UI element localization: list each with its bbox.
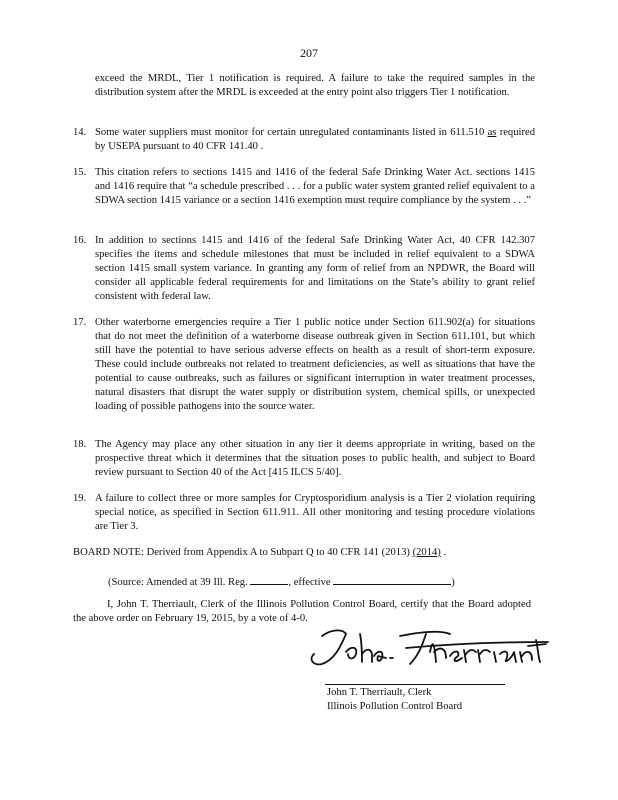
note-number: 18. — [73, 439, 87, 450]
signer-name: John T. Therriault, Clerk — [327, 687, 432, 698]
source-suffix: ) — [451, 577, 455, 588]
note-14-text-a: Some water suppliers must monitor for certain unregulated contaminants listed in 611.510 — [95, 127, 488, 138]
note-14-underlined: as — [487, 127, 497, 138]
page-number: 207 — [300, 46, 318, 60]
note-number: 14. — [73, 127, 87, 138]
note-14-text-b: required by USEPA pursuant to 40 CFR 141.40 . — [95, 127, 535, 152]
note-14 — [95, 126, 535, 154]
note-number: 19. — [73, 493, 87, 504]
note-number: 17. — [73, 317, 87, 328]
note-16: In addition to sections 1415 and 1416 of the federal Safe Drinking Water Act, 40 CFR 142.307 specifies the items and schedule milestones that must be included in relief equivalent to a SDWA section 1415 small system variance. In granting any form of relief from an NPDWR, the Board will consider all applicable federal requirements for and limitations on the State’s ability to grant relief consistent with federal law. — [95, 235, 535, 302]
intro-note: exceed the MRDL, Tier 1 notification is required. A failure to take the required samples in the distribution system after the MRDL is exceeded at the entry point also triggers Tier 1 notification. — [95, 73, 535, 98]
board-note-text-b: . — [440, 547, 447, 558]
effective-date-blank — [333, 573, 451, 585]
note-18: The Agency may place any other situation in any tier it deems appropriate in writing, based on the prospective threat which it determines that the situation poses to public health, and subject to Board review pursuant to Section 40 of the Act [415 ILCS 5/40]. — [95, 439, 535, 478]
board-note-underlined: (2014) — [412, 547, 441, 558]
board-note-text-a: BOARD NOTE: Derived from Appendix A to Subpart Q to 40 CFR 141 (2013) — [73, 547, 413, 558]
note-19: A failure to collect three or more samples for Cryptosporidium analysis is a Tier 2 violation requiring special notice, as specified in Section 611.911. All other monitoring and testing procedure violations are Tier 3. — [95, 493, 535, 532]
board-note — [73, 546, 543, 560]
source-prefix: (Source: Amended at 39 Ill. Reg. — [108, 577, 248, 588]
source-line — [108, 573, 528, 590]
register-page-blank — [250, 573, 288, 585]
note-17: Other waterborne emergencies require a Tier 1 public notice under Section 611.902(a) for situations that do not meet the definition of a waterborne disease outbreak given in Section 611.101, but which still have the potential to have serious adverse effects on health as a result of short-term exposure. These could include outbreaks not related to treatment deficiencies, as well as situations that have the potential to cause outbreaks, such as failures or significant interruption in water treatment processes, natural disasters that disrupt the water supply or distribution system, chemical spills, or unexpected loading of possible pathogens into the source water. — [95, 317, 535, 412]
signer-organization: Illinois Pollution Control Board — [327, 701, 463, 712]
signature-line — [325, 684, 505, 685]
certification: I, John T. Therriault, Clerk of the Illinois Pollution Control Board, certify that the Board adopted the above order on February 19, 2015, by a vote of 4-0. — [73, 599, 531, 624]
note-15: This citation refers to sections 1415 and 1416 of the federal Safe Drinking Water Act. sections 1415 and 1416 require that “a schedule prescribed . . . for a public water system granted relief equivalent to a SDWA section 1415 variance or a section 1416 exemption must require compliance by the system . . .” — [95, 167, 535, 206]
note-number: 16. — [73, 235, 87, 246]
handwritten-signature — [300, 622, 550, 674]
note-number: 15. — [73, 167, 87, 178]
source-mid: , effective — [288, 577, 331, 588]
